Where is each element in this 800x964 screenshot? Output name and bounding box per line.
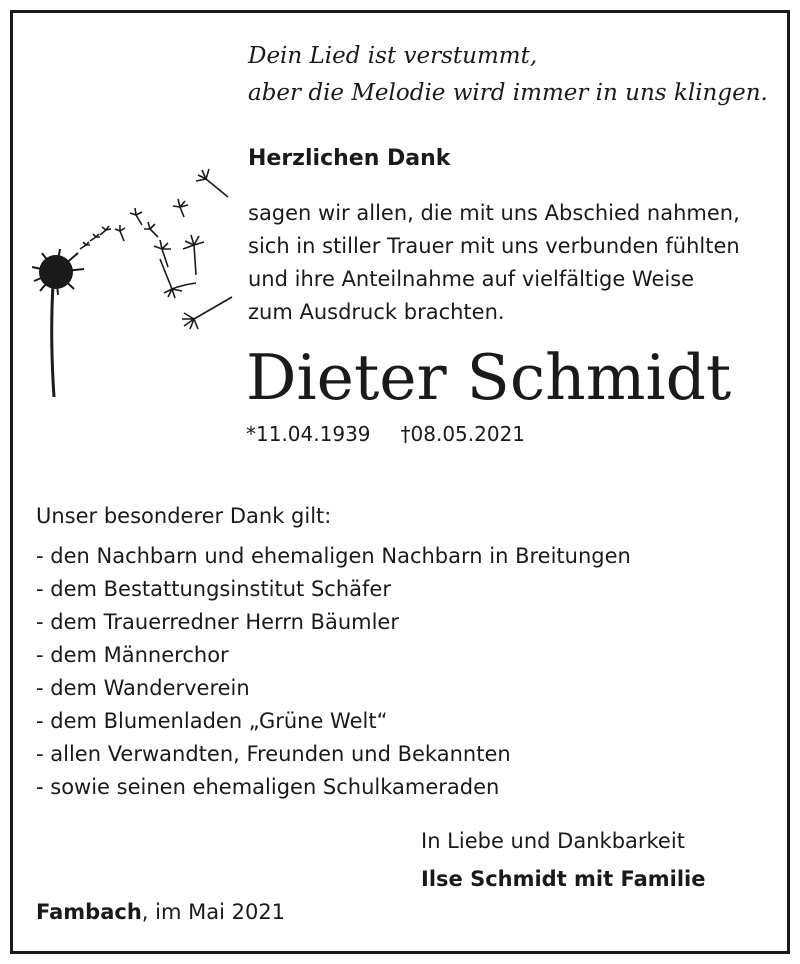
death-symbol: † (400, 422, 411, 446)
list-item: - dem Blumenladen „Grüne Welt“ (36, 709, 388, 733)
signer-name: Ilse Schmidt mit Familie (421, 867, 706, 891)
footer-place: Fambach (36, 900, 142, 924)
deceased-name: Dieter Schmidt (246, 341, 732, 414)
list-item: - dem Trauerredner Herrn Bäumler (36, 610, 399, 634)
thanks-heading: Herzlichen Dank (248, 146, 451, 171)
list-item: - den Nachbarn und ehemaligen Nachbarn in Breitungen (36, 544, 631, 568)
death-date: 08.05.2021 (410, 422, 526, 446)
thanks-line-3: und ihre Anteilnahme auf vielfältige Weise (248, 267, 695, 291)
thanks-line-1: sagen wir allen, die mit uns Abschied nahmen, (248, 201, 740, 225)
list-item: - sowie seinen ehemaligen Schulkameraden (36, 775, 500, 799)
life-dates (246, 422, 525, 446)
thanks-line-4: zum Ausdruck brachten. (248, 300, 505, 324)
birth-date: 11.04.1939 (256, 422, 371, 446)
footer-place-date (36, 896, 285, 929)
list-item: - dem Bestattungsinstitut Schäfer (36, 577, 391, 601)
list-item: - dem Männerchor (36, 643, 229, 667)
quote-line-2: aber die Melodie wird immer in uns klingen. (248, 80, 768, 106)
thanks-line-2: sich in stiller Trauer mit uns verbunden fühlten (248, 234, 740, 258)
quote-line-1: Dein Lied ist verstummt, (248, 43, 538, 69)
list-item: - dem Wanderverein (36, 676, 250, 700)
list-item: - allen Verwandten, Freunden und Bekannten (36, 742, 511, 766)
special-thanks-intro: Unser besonderer Dank gilt: (36, 504, 332, 528)
birth-symbol: * (246, 422, 256, 446)
closing-line: In Liebe und Dankbarkeit (421, 829, 685, 853)
footer-date: , im Mai 2021 (141, 900, 286, 924)
dandelion-icon (18, 157, 238, 402)
